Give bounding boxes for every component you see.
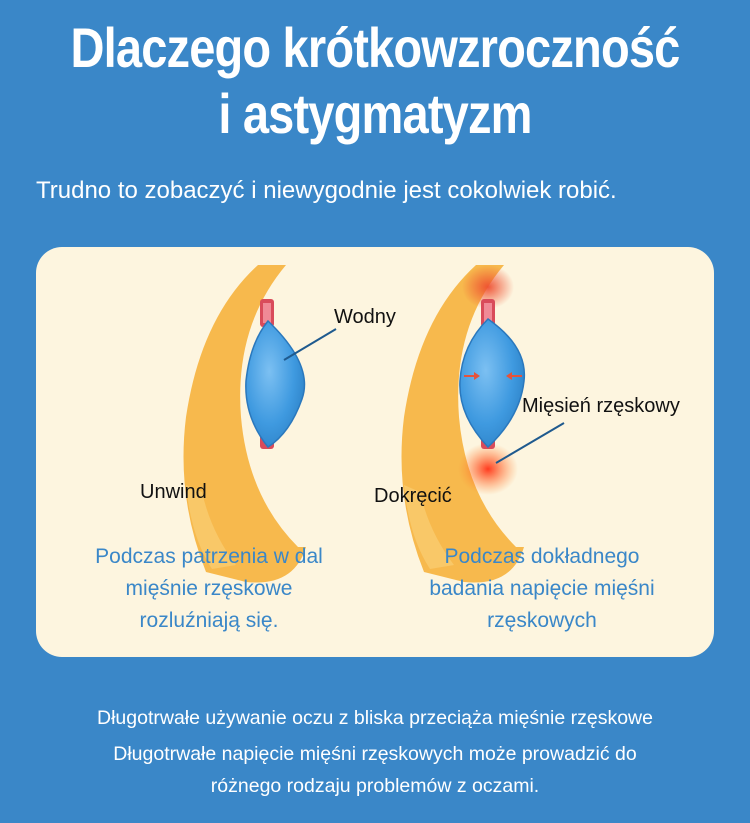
pointer-line-right xyxy=(496,423,564,463)
label-tense: Dokręcić xyxy=(374,485,452,507)
caption-relaxed-line-3: rozluźniają się. xyxy=(139,609,279,632)
caption-relaxed-line-2: mięśnie rzęskowe xyxy=(125,577,293,600)
caption-tense-line-1: Podczas dokładnego xyxy=(444,545,640,568)
footer-line-2: Długotrwałe napięcie mięśni rzęskowych może prowadzić do xyxy=(113,743,637,765)
caption-tense-line-3: rzęskowych xyxy=(487,609,597,632)
page-title-line-2: i astygmatyzm xyxy=(218,82,532,145)
caption-tense xyxy=(397,541,687,637)
tension-glow-bottom xyxy=(458,443,518,495)
caption-tense-line-2: badania napięcie mięśni xyxy=(429,577,655,600)
page-title-line-1: Dlaczego krótkowzroczność xyxy=(70,16,680,79)
subtitle: Trudno to zobaczyć i niewygodnie jest cokolwiek robić. xyxy=(36,177,617,204)
label-ciliary-muscle: Mięsień rzęskowy xyxy=(522,395,680,417)
caption-relaxed-line-1: Podczas patrzenia w dal xyxy=(95,545,323,568)
lens-left xyxy=(246,321,305,447)
label-relaxed: Unwind xyxy=(140,481,207,503)
caption-relaxed xyxy=(64,541,354,637)
footer-line-1: Długotrwałe używanie oczu z bliska przeciąża mięśnie rzęskowe xyxy=(97,707,653,729)
lens-right xyxy=(460,319,524,447)
pointer-line-left xyxy=(284,329,336,360)
illustration-panel xyxy=(36,247,714,657)
label-aqueous: Wodny xyxy=(334,306,396,328)
footer-line-3: różnego rodzaju problemów z oczami. xyxy=(210,775,540,797)
